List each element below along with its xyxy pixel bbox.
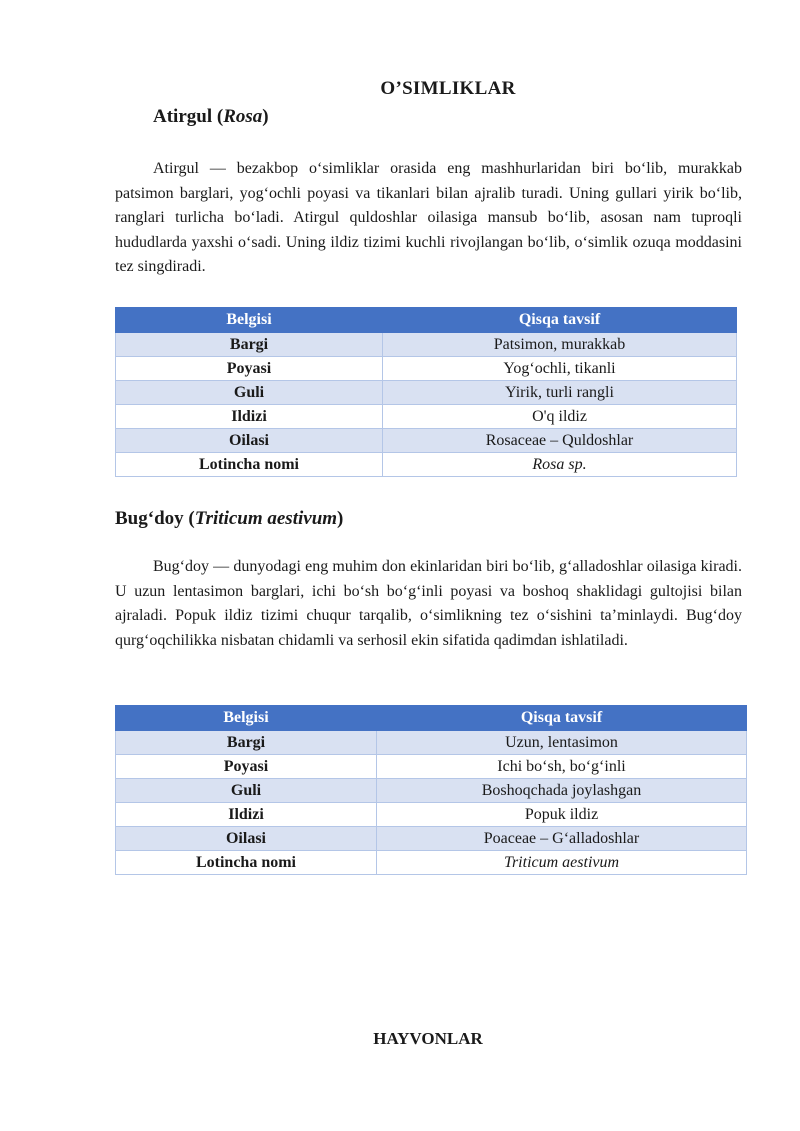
heading-rosa-prefix: Atirgul ( xyxy=(153,106,224,127)
cell-description: Triticum aestivum xyxy=(377,851,747,875)
heading-wheat-prefix: Bug‘doy ( xyxy=(115,508,195,529)
cell-feature: Bargi xyxy=(116,731,377,755)
cell-feature: Poyasi xyxy=(116,357,383,381)
next-section-title: HAYVONLAR xyxy=(373,1029,483,1048)
table-row xyxy=(116,429,737,453)
table-wheat xyxy=(115,705,747,875)
table-row xyxy=(116,405,737,429)
cell-feature: Ildizi xyxy=(116,803,377,827)
cell-feature: Lotincha nomi xyxy=(116,851,377,875)
table-row xyxy=(116,851,747,875)
cell-feature: Bargi xyxy=(116,333,383,357)
cell-feature: Oilasi xyxy=(116,429,383,453)
cell-feature: Guli xyxy=(116,779,377,803)
table-row xyxy=(116,803,747,827)
column-header-feature: Belgisi xyxy=(116,706,377,731)
cell-description: Rosaceae – Quldoshlar xyxy=(383,429,737,453)
cell-feature: Lotincha nomi xyxy=(116,453,383,477)
cell-description: Uzun, lentasimon xyxy=(377,731,747,755)
column-header-description: Qisqa tavsif xyxy=(383,308,737,333)
page-title: O’SIMLIKLAR xyxy=(380,78,516,99)
heading-wheat-suffix: ) xyxy=(337,508,344,529)
cell-description: Patsimon, murakkab xyxy=(383,333,737,357)
table-row xyxy=(116,333,737,357)
cell-description: Ichi bo‘sh, bo‘g‘inli xyxy=(377,755,747,779)
cell-description: Yog‘ochli, tikanli xyxy=(383,357,737,381)
heading-rosa-latin: Rosa xyxy=(223,106,263,127)
table-row xyxy=(116,357,737,381)
section-heading-rosa xyxy=(153,106,269,128)
cell-feature: Oilasi xyxy=(116,827,377,851)
cell-feature: Ildizi xyxy=(116,405,383,429)
paragraph-rosa: Atirgul — bezakbop o‘simliklar orasida eng mashhurlaridan biri bo‘lib, murakkab patsimon barglari, yog‘ochli poyasi va tikanlari bilan ajralib turadi. Uning gullari yirik bo‘lib, ranglari turlicha bo‘ladi. Atirgul quldoshlar oilasiga mansub bo‘lib, asosan nam tuproqli hududlarda yaxshi o‘sadi. Uning ildiz tizimi kuchli rivojlangan bo‘lib, o‘simlik ozuqa moddasini tez singdiradi. xyxy=(115,160,742,276)
cell-description: Yirik, turli rangli xyxy=(383,381,737,405)
column-header-description: Qisqa tavsif xyxy=(377,706,747,731)
column-header-feature: Belgisi xyxy=(116,308,383,333)
table-row xyxy=(116,827,747,851)
section-heading-wheat xyxy=(115,508,343,530)
cell-description: Poaceae – G‘alladoshlar xyxy=(377,827,747,851)
cell-feature: Guli xyxy=(116,381,383,405)
cell-description: O'q ildiz xyxy=(383,405,737,429)
heading-rosa-suffix: ) xyxy=(262,106,269,127)
cell-description: Rosa sp. xyxy=(383,453,737,477)
table-row xyxy=(116,779,747,803)
heading-wheat-latin: Triticum aestivum xyxy=(194,508,338,529)
table-header-row xyxy=(116,308,737,333)
table-row xyxy=(116,755,747,779)
cell-description: Boshoqchada joylashgan xyxy=(377,779,747,803)
table-header-row xyxy=(116,706,747,731)
cell-description: Popuk ildiz xyxy=(377,803,747,827)
table-row xyxy=(116,453,737,477)
table-row xyxy=(116,381,737,405)
cell-feature: Poyasi xyxy=(116,755,377,779)
table-row xyxy=(116,731,747,755)
paragraph-wheat: Bug‘doy — dunyodagi eng muhim don ekinlaridan biri bo‘lib, g‘alladoshlar oilasiga kiradi. U uzun lentasimon barglari, ichi bo‘sh bo‘g‘inli poyasi va boshoq shaklidagi gultojisi bilan ajraladi. Popuk ildiz tizimi chuqur tarqalib, o‘simlikning tez o‘sishini ta’minlaydi. Bug‘doy qurg‘oqchilikka nisbatan chidamli va serhosil ekin sifatida qadimdan ishlatiladi. xyxy=(115,558,742,649)
table-rosa xyxy=(115,307,737,477)
